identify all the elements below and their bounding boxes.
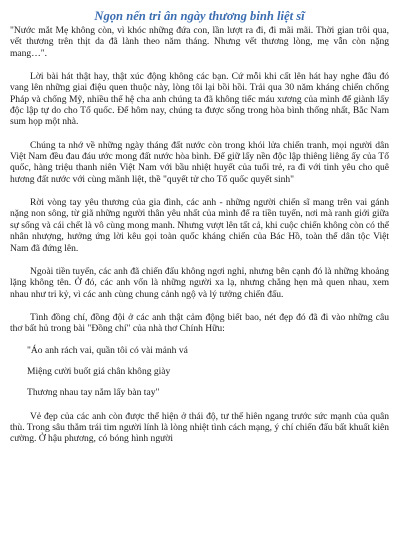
page-title: Ngọn nến tri ân ngày thương binh liệt sĩ (94, 9, 305, 23)
body-paragraph: Rời vòng tay yêu thương của gia đình, các anh - những người chiến sĩ mang trên vai gánh nặng non sông, từ giã những người thân yêu nhất của mình để ra tiền tuyến, nơi mà ranh giới giữa sự sống và cái chết là vô cùng mong manh. Nhưng vượt lên tất cả, khi cuộc chiến không còn có thể nhân nhượng, hưởng ứng lời kêu gọi toàn quốc kháng chiến của Bác Hồ, toàn thể dân tộc Việt Nam đã đứng lên. (10, 197, 389, 254)
paragraph-gap (10, 128, 389, 140)
paragraph-gap (10, 300, 389, 312)
closing-paragraph: Vẻ đẹp của các anh còn được thể hiện ở thái độ, tư thế hiên ngang trước sức mạnh của quân thù. Trong sâu thẳm trái tim người lính là lòng nhiệt tình cách mạng, ý chí chiến đấu bất khuất kiên cường. Ở hậu phương, có bóng hình người (10, 410, 389, 445)
paragraph-gap (10, 59, 389, 71)
poem-line: "Áo anh rách vai, quần tôi có vài mảnh vá (27, 344, 188, 356)
paragraph-gap (10, 356, 389, 366)
intro-quote: "Nước mắt Mẹ không còn, vì khóc những đứa con, lần lượt ra đi, đi mãi mãi. Thời gian trôi qua, vết thương trên thịt da đã lành theo năm tháng. Nhưng vết thương lòng, mẹ vẫn còn nặng mang…". (10, 25, 389, 59)
poem-line: Thương nhau tay nắm lấy bàn tay" (27, 387, 160, 399)
body-paragraph: Tình đồng chí, đồng đội ở các anh thật cảm động biết bao, nét đẹp đó đã đi vào những câu thơ bất hủ trong bài "Đồng chí" của nhà thơ Chính Hữu: (10, 311, 389, 335)
paragraph-gap (10, 399, 389, 411)
paragraph-gap (10, 377, 389, 387)
body-paragraph: Chúng ta nhớ về những ngày tháng đất nước còn trong khói lửa chiến tranh, mọi người dân Việt Nam đều đau đáu ước mong đất nước hòa bình. Để giữ lấy nền độc lập thiêng liêng ấy của Tổ quốc, hàng triệu thanh niên Việt Nam với bầu nhiệt huyết của tuổi trẻ, ra đi với tinh yêu cho quê hương đất nước với cùng mãnh liệt, thề "quyết tử cho Tổ quốc quyết sinh" (10, 139, 389, 185)
paragraph-gap (10, 185, 389, 197)
paragraph-gap (10, 335, 389, 345)
body-paragraph: Ngoài tiền tuyến, các anh đã chiến đấu không ngơi nghỉ, nhưng bên cạnh đó là những khoảng lặng không tên. Ở đó, các anh vốn là những người xa lạ, nhưng chẳng hẹn mà quen nhau, xem nhau như tri kỷ, vì các anh cùng chung cảnh ngộ và lý tưởng chiến đấu. (10, 265, 389, 300)
paragraph-gap (10, 254, 389, 266)
body-paragraph: Lời bài hát thật hay, thật xúc động không các bạn. Cứ mỗi khi cất lên hát hay nghe đâu đó vang lên những giai điệu quen thuộc này, lòng tôi lại bồi hồi. Trải qua 30 năm kháng chiến chống Pháp và chống Mỹ, nhiều thế hệ cha anh chúng ta đã không tiếc máu xương của mình để giành lấy độc lập tự do cho Tổ quốc. Để hôm nay, chúng ta được sống trong hòa bình thống nhất, Bắc Nam sum họp một nhà. (10, 71, 389, 128)
poem-line: Miệng cười buốt giá chân không giày (27, 365, 171, 377)
